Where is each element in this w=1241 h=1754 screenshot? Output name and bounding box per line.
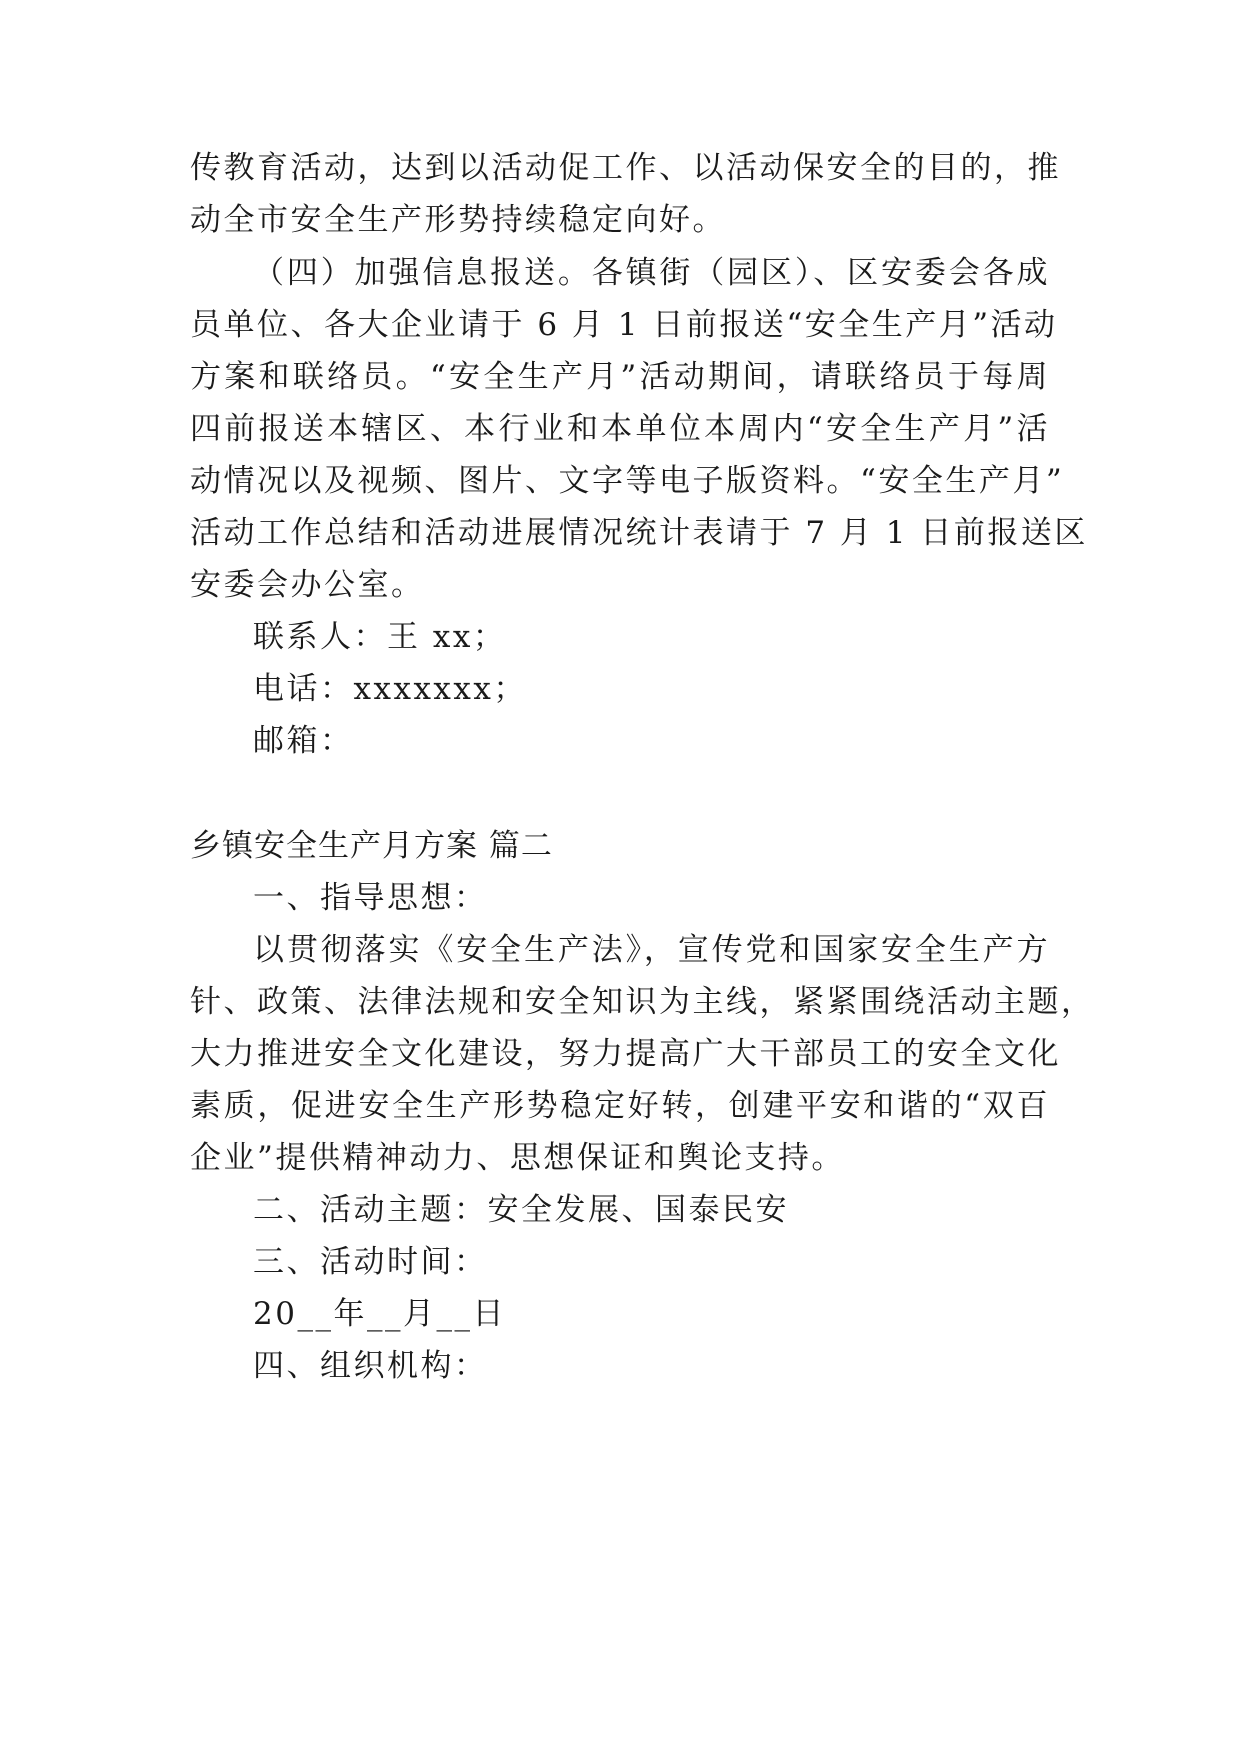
paragraph-line: （四）加强信息报送。各镇街（园区）、区安委会各成 bbox=[253, 255, 1050, 291]
paragraph-line: 针、政策、法律法规和安全知识为主线，紧紧围绕活动主题， bbox=[190, 984, 1095, 1020]
date-line: 20__年__月__日 bbox=[253, 1296, 506, 1332]
paragraph-line: 大力推进安全文化建设，努力提高广大干部员工的安全文化 bbox=[190, 1036, 1061, 1072]
paragraph-line: 员单位、各大企业请于 6 月 1 日前报送“安全生产月”活动 bbox=[190, 307, 1058, 343]
paragraph-line: 方案和联络员。“安全生产月”活动期间，请联络员于每周 bbox=[190, 359, 1050, 395]
paragraph-line: 素质，促进安全生产形势稳定好转，创建平安和谐的“双百 bbox=[190, 1088, 1050, 1124]
paragraph-line: 四前报送本辖区、本行业和本单位本周内“安全生产月”活 bbox=[190, 411, 1050, 447]
paragraph-line: 动全市安全生产形势持续稳定向好。 bbox=[190, 202, 726, 238]
article-title: 乡镇安全生产月方案 篇二 bbox=[190, 828, 553, 864]
section-heading-guiding: 一、指导思想： bbox=[253, 880, 488, 916]
paragraph-line: 企业”提供精神动力、思想保证和舆论支持。 bbox=[190, 1140, 845, 1176]
section-heading-theme: 二、活动主题：安全发展、国泰民安 bbox=[253, 1192, 789, 1228]
contact-phone: 电话：xxxxxxx； bbox=[253, 671, 527, 707]
contact-email: 邮箱： bbox=[253, 723, 354, 759]
contact-person: 联系人：王 xx； bbox=[253, 619, 507, 655]
paragraph-line: 活动工作总结和活动进展情况统计表请于 7 月 1 日前报送区 bbox=[190, 515, 1088, 551]
section-heading-organization: 四、组织机构： bbox=[253, 1348, 488, 1384]
paragraph-line: 传教育活动，达到以活动促工作、以活动保安全的目的，推 bbox=[190, 150, 1061, 186]
section-heading-time: 三、活动时间： bbox=[253, 1244, 488, 1280]
paragraph-line: 以贯彻落实《安全生产法》，宣传党和国家安全生产方 bbox=[253, 932, 1050, 968]
paragraph-line: 动情况以及视频、图片、文字等电子版资料。“安全生产月” bbox=[190, 463, 1065, 499]
paragraph-line: 安委会办公室。 bbox=[190, 567, 425, 603]
